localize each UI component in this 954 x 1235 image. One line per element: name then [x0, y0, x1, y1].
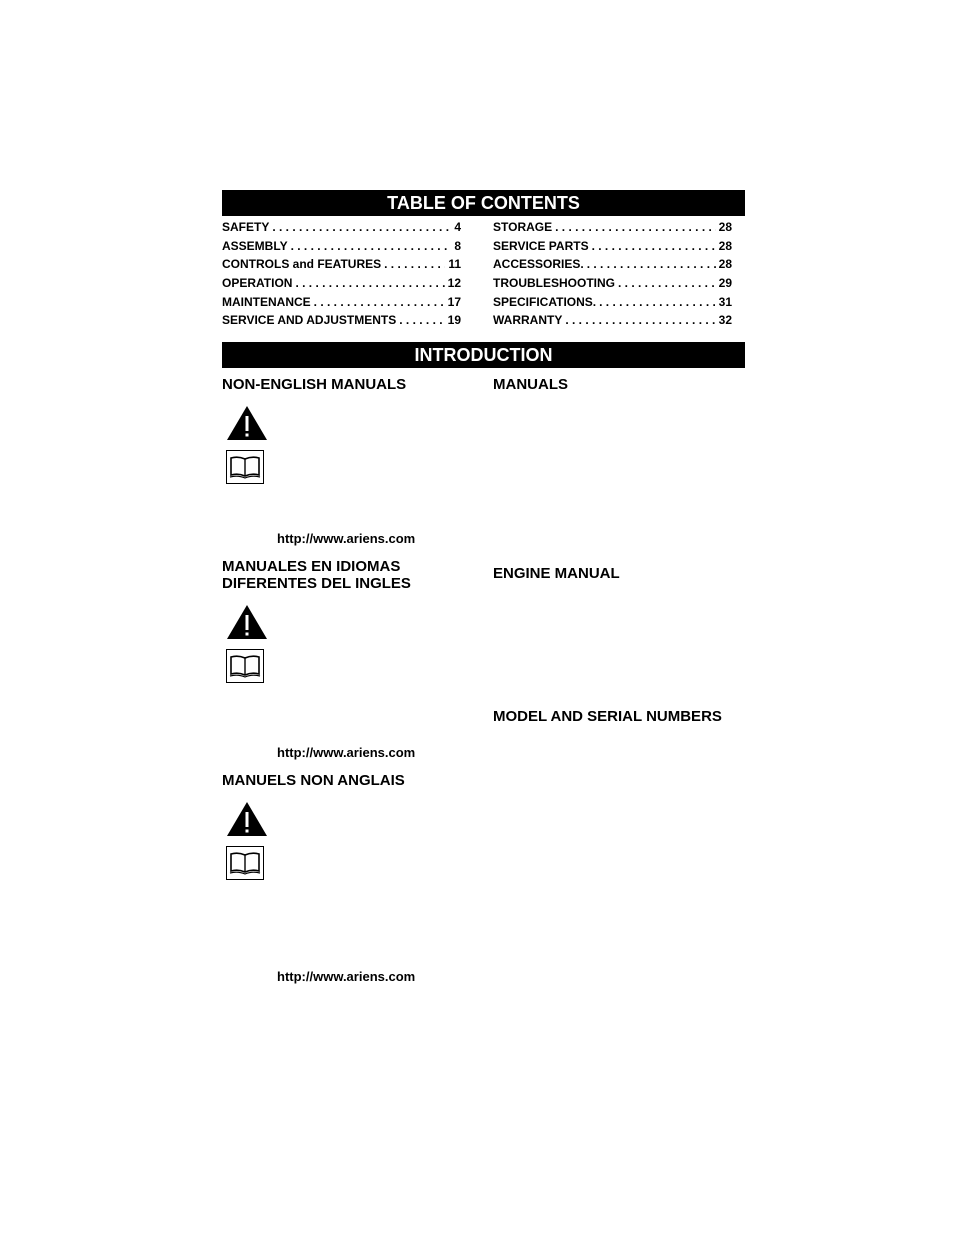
intro-title-bar	[222, 342, 745, 368]
toc-entry-label: SERVICE PARTS	[493, 238, 589, 253]
non-english-manuals-heading: NON-ENGLISH MANUALS	[222, 376, 407, 393]
toc-entry-page: 28	[718, 238, 732, 253]
open-book-icon	[226, 649, 264, 683]
toc-leader-dots	[272, 220, 451, 234]
toc-entry-label: SPECIFICATIONS.	[493, 294, 597, 309]
toc-leader-dots	[587, 257, 716, 271]
toc-title: TABLE OF CONTENTS	[387, 193, 580, 213]
toc-leader-dots	[565, 313, 715, 327]
toc-entry	[222, 257, 461, 276]
toc-entry	[493, 276, 732, 295]
toc-entry	[222, 295, 461, 314]
spanish-manuals-heading	[222, 558, 411, 592]
toc-left-column	[222, 220, 461, 332]
ariens-url-link[interactable]: http://www.ariens.com	[277, 969, 416, 984]
toc-leader-dots	[399, 313, 444, 327]
engine-manual-heading: ENGINE MANUAL	[493, 565, 620, 582]
toc-entry-label: SERVICE AND ADJUSTMENTS	[222, 313, 397, 328]
toc-right-column	[493, 220, 732, 332]
toc-entry	[222, 239, 461, 258]
spanish-heading-line1: MANUALES EN IDIOMAS	[222, 558, 401, 575]
toc-entry	[222, 220, 461, 239]
model-serial-numbers-heading: MODEL AND SERIAL NUMBERS	[493, 708, 722, 725]
toc-entry-page: 12	[447, 276, 461, 291]
toc-entry	[493, 313, 732, 332]
toc-entry	[493, 220, 732, 239]
toc-entry	[222, 276, 461, 295]
toc-entry-page: 28	[718, 257, 732, 272]
toc-entry-label: WARRANTY	[493, 313, 563, 328]
toc-entry	[493, 295, 732, 314]
french-manuals-heading: MANUELS NON ANGLAIS	[222, 772, 405, 789]
toc-leader-dots	[599, 295, 716, 309]
toc-entry-label: CONTROLS and FEATURES	[222, 257, 382, 272]
warning-triangle-icon	[226, 405, 268, 441]
toc-entry-page: 19	[447, 313, 461, 328]
toc-entry-label: ASSEMBLY	[222, 238, 288, 253]
toc-leader-dots	[618, 276, 716, 290]
toc-entry-label: TROUBLESHOOTING	[493, 276, 615, 291]
spanish-heading-line2: DIFERENTES DEL INGLES	[222, 575, 411, 592]
intro-title: INTRODUCTION	[414, 345, 553, 365]
toc-leader-dots	[384, 257, 445, 271]
toc-entry-label: ACCESSORIES.	[493, 257, 584, 272]
warning-triangle-icon	[226, 604, 268, 640]
toc-entry-label: SAFETY	[222, 220, 270, 234]
open-book-icon	[226, 450, 264, 484]
toc-entry-label: MAINTENANCE	[222, 294, 311, 309]
toc-leader-dots	[295, 276, 444, 290]
toc-entry-label: STORAGE	[493, 220, 553, 234]
toc-entry-label: OPERATION	[222, 276, 293, 291]
toc-entry	[493, 257, 732, 276]
toc-entry-page: 29	[718, 276, 732, 291]
toc-entry	[222, 313, 461, 332]
toc-title-bar	[222, 190, 745, 216]
toc-entry-page: 8	[454, 238, 461, 253]
toc-leader-dots	[291, 239, 452, 253]
warning-triangle-icon	[226, 801, 268, 837]
ariens-url-link[interactable]: http://www.ariens.com	[277, 745, 416, 760]
toc-entry-page: 4	[454, 220, 461, 234]
toc-leader-dots	[314, 295, 445, 309]
open-book-icon	[226, 846, 264, 880]
toc-entry-page: 11	[448, 257, 461, 272]
toc-entry-page: 31	[718, 294, 732, 309]
toc-entry	[493, 239, 732, 258]
toc-entry-page: 28	[718, 220, 732, 234]
toc-leader-dots	[555, 220, 716, 234]
manuals-heading: MANUALS	[493, 376, 568, 393]
ariens-url-link[interactable]: http://www.ariens.com	[277, 531, 416, 546]
toc-entry-page: 32	[718, 313, 732, 328]
toc-leader-dots	[592, 239, 716, 253]
toc-entry-page: 17	[447, 294, 461, 309]
